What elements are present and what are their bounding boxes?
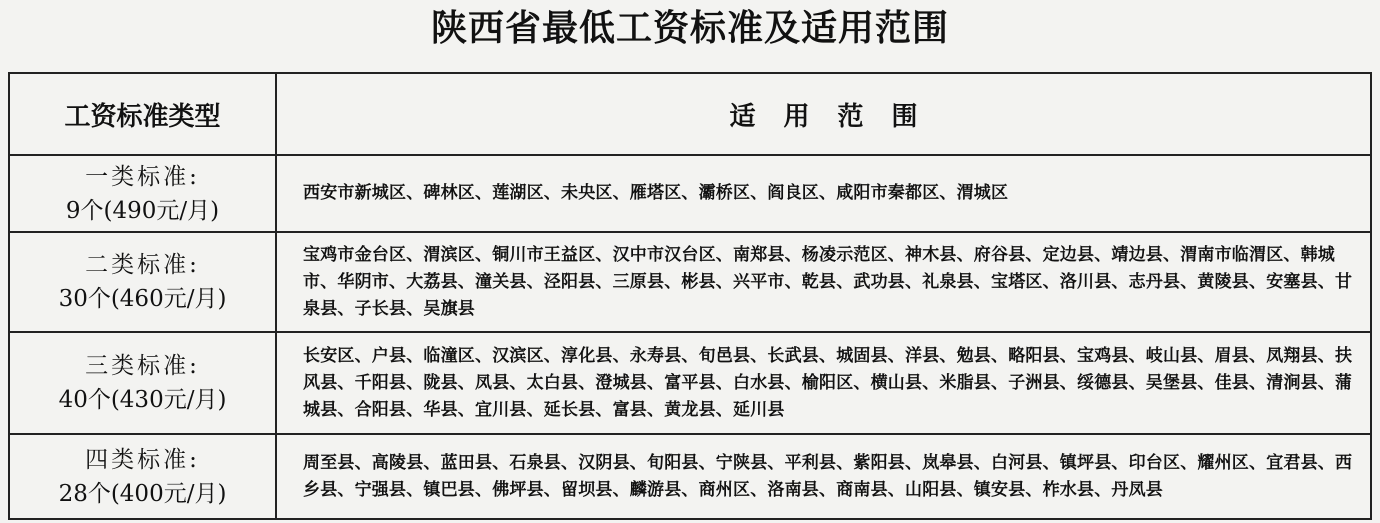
wage-type-name: 一类标准: (85, 163, 200, 190)
minimum-wage-table (8, 72, 1372, 520)
table-row-scope: 宝鸡市金台区、渭滨区、铜川市王益区、汉中市汉台区、南郑县、杨凌示范区、神木县、府谷县、定边县、靖边县、渭南市临渭区、韩城市、华阴市、大荔县、潼关县、泾阳县、三原县、彬县、兴平市、乾县、武功县、礼泉县、宝塔区、洛川县、志丹县、黄陵县、安塞县、甘泉县、子长县、吴旗县 (277, 233, 1370, 333)
wage-type-detail: 28个(400元/月) (58, 480, 227, 507)
header-scope: 适用范围 (277, 74, 1370, 156)
wage-type-name: 三类标准: (85, 353, 200, 379)
wage-type-name: 四类标准: (85, 446, 200, 473)
table-row-scope: 长安区、户县、临潼区、汉滨区、淳化县、永寿县、旬邑县、长武县、城固县、洋县、勉县、略阳县、宝鸡县、岐山县、眉县、凤翔县、扶风县、千阳县、陇县、凤县、太白县、澄城县、富平县、白水县、榆阳区、横山县、米脂县、子洲县、绥德县、吴堡县、佳县、清涧县、蒲城县、合阳县、华县、宜川县、延长县、富县、黄龙县、延川县 (277, 333, 1370, 435)
wage-type-name: 二类标准: (85, 252, 200, 278)
table-row-type (10, 233, 277, 333)
wage-type-detail: 30个(460元/月) (58, 286, 227, 312)
table-row-scope: 西安市新城区、碑林区、莲湖区、未央区、雁塔区、灞桥区、阎良区、咸阳市秦都区、渭城区 (277, 156, 1370, 233)
table-row-type (10, 333, 277, 435)
wage-type-detail: 40个(430元/月) (58, 387, 227, 413)
page-title: 陕西省最低工资标准及适用范围 (430, 8, 949, 49)
table-row-type (10, 435, 277, 518)
wage-type-detail: 9个(490元/月) (65, 197, 220, 224)
table-row-type (10, 156, 277, 233)
table-row-scope: 周至县、高陵县、蓝田县、石泉县、汉阴县、旬阳县、宁陕县、平利县、紫阳县、岚皋县、白河县、镇坪县、印台区、耀州区、宜君县、西乡县、宁强县、镇巴县、佛坪县、留坝县、麟游县、商州区、洛南县、商南县、山阳县、镇安县、柞水县、丹凤县 (303, 452, 1353, 500)
header-wage-type: 工资标准类型 (10, 74, 277, 156)
